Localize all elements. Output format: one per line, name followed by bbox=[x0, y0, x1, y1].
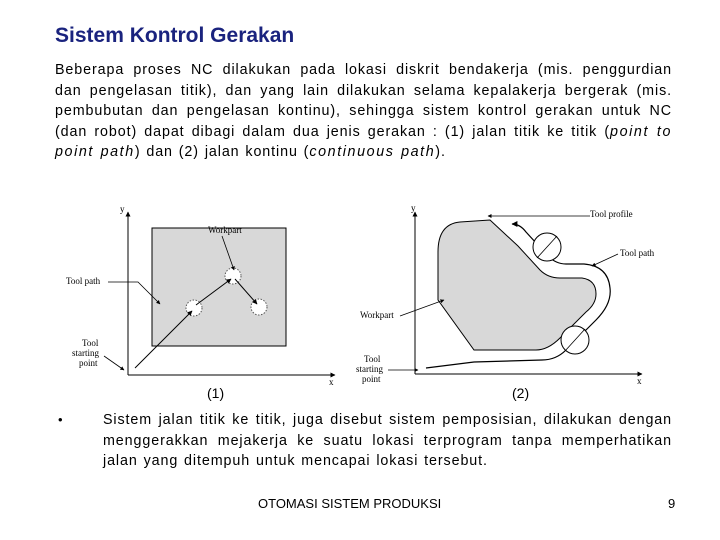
fig1-x-label: x bbox=[329, 377, 334, 387]
bullet-paragraph bbox=[103, 410, 672, 472]
fig1-start-label-1: Tool bbox=[82, 338, 99, 348]
figure1-caption: (1) bbox=[207, 385, 225, 401]
bullet-marker: • bbox=[58, 412, 63, 427]
intro-term-continuous: continuous path bbox=[309, 144, 436, 160]
fig1-toolpath-label: Tool path bbox=[66, 276, 101, 286]
figure2-caption: (2) bbox=[512, 385, 530, 401]
bullet-text: juga disebut sistem pemposisian, dilakukan dengan menggerakkan mejakerja ke suatu lokasi terprogram tanpa memperhatikan jalan yang ditempuh untuk mencapai lokasi tersebut. bbox=[103, 412, 673, 469]
figure-point-to-point bbox=[66, 204, 335, 387]
fig2-start-label-3: point bbox=[362, 374, 381, 384]
footer-label: OTOMASI SISTEM PRODUKSI bbox=[258, 496, 442, 511]
fig2-workpart-leader bbox=[400, 300, 444, 316]
fig2-toolpath-label: Tool path bbox=[620, 248, 655, 258]
page-number: 9 bbox=[668, 496, 676, 511]
fig1-y-label: y bbox=[120, 204, 125, 214]
intro-term-point-to-point: point to point path bbox=[55, 123, 672, 160]
fig2-start-label-1: Tool bbox=[364, 354, 381, 364]
fig2-y-label: y bbox=[411, 203, 416, 213]
bullet-term: Sistem jalan titik ke titik, bbox=[103, 412, 287, 428]
fig1-point-c bbox=[251, 299, 267, 315]
intro-text-e: ). bbox=[435, 144, 446, 160]
intro-text-a: Beberapa proses NC dilakukan pada lokasi diskrit bendakerja (mis. penggurdian dan pengelasan titik), dan yang lain dilakukan selama kepalakerja bergerak (mis. pembubutan dan pengelasan kontinu), sehingga sistem kontrol gerakan untuk NC (dan robot) dapat dibagi dalam dua jenis gerakan : (1) jalan titik ke titik ( bbox=[55, 62, 672, 140]
intro-text-c: ) dan (2) jalan kontinu ( bbox=[134, 144, 310, 160]
slide-title: Sistem Kontrol Gerakan bbox=[55, 24, 295, 47]
fig1-workpart-label: Workpart bbox=[208, 225, 242, 235]
figure-continuous-path bbox=[356, 203, 655, 386]
fig1-start-label-2: starting bbox=[72, 348, 99, 358]
fig1-workpart-rect bbox=[152, 228, 286, 346]
fig2-start-label-2: starting bbox=[356, 364, 383, 374]
fig2-toolprofile-label: Tool profile bbox=[590, 209, 633, 219]
fig2-workpart-label: Workpart bbox=[360, 310, 394, 320]
fig2-x-label: x bbox=[637, 376, 642, 386]
fig2-toolpath-leader bbox=[592, 254, 618, 266]
fig1-start-label-3: point bbox=[79, 358, 98, 368]
fig1-start-leader bbox=[104, 356, 124, 370]
